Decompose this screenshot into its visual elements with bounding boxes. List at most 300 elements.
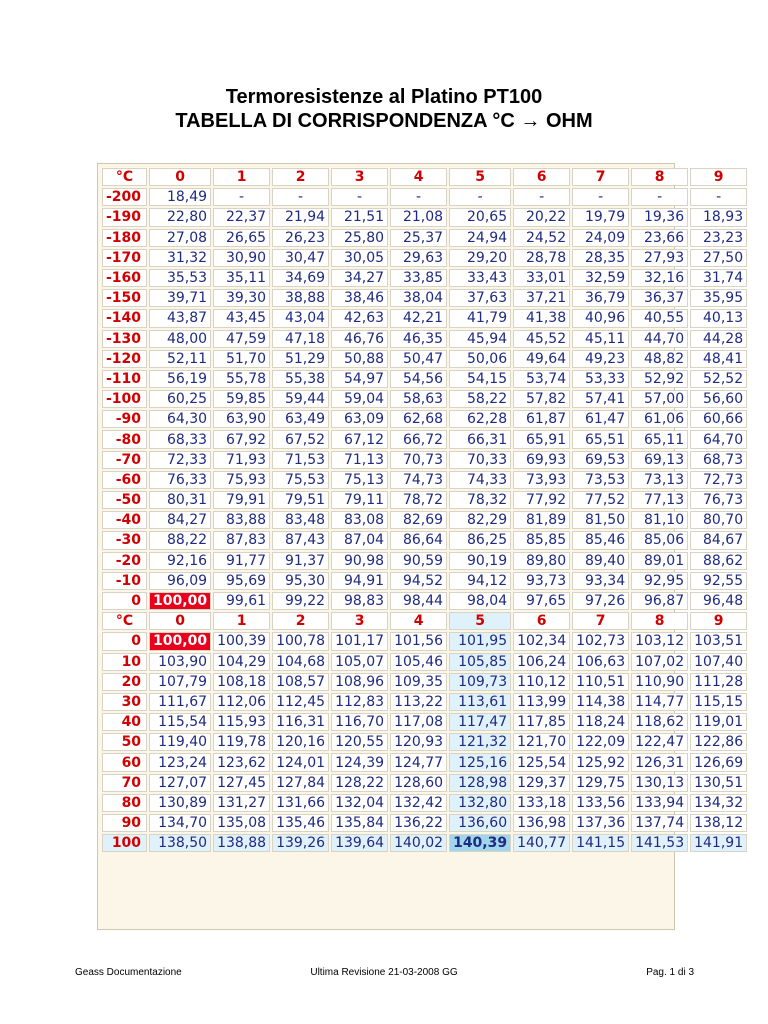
resistance-value: 69,13 [631,451,688,469]
resistance-value: 130,13 [631,774,688,792]
resistance-value: 84,27 [149,511,211,529]
resistance-value: 87,43 [272,531,329,549]
resistance-value: 118,62 [631,713,688,731]
resistance-value: 85,06 [631,531,688,549]
header-col-2: 2 [272,612,329,630]
resistance-value: 99,61 [213,592,270,610]
resistance-value: 45,94 [449,330,511,348]
header-col-6: 6 [513,168,570,186]
resistance-value: 140,39 [449,834,511,852]
table-row [102,552,747,570]
table-row [102,592,747,610]
header-col-0: 0 [149,612,211,630]
resistance-value: 75,53 [272,471,329,489]
resistance-value: 24,94 [449,229,511,247]
resistance-value: - [631,188,688,206]
resistance-value: 138,50 [149,834,211,852]
resistance-value: 119,01 [690,713,747,731]
row-temperature: 10 [102,653,147,671]
table-row [102,834,747,852]
resistance-value: 128,98 [449,774,511,792]
resistance-value: 114,77 [631,693,688,711]
resistance-value: 134,70 [149,814,211,832]
resistance-value: 118,24 [572,713,629,731]
resistance-value: 83,48 [272,511,329,529]
resistance-value: 100,78 [272,632,329,650]
resistance-value: 40,13 [690,309,747,327]
resistance-value: 141,91 [690,834,747,852]
header-col-1: 1 [213,612,270,630]
resistance-value: 64,30 [149,410,211,428]
resistance-value: 122,47 [631,733,688,751]
resistance-value: 41,38 [513,309,570,327]
resistance-value: 132,04 [331,794,388,812]
row-temperature: 40 [102,713,147,731]
resistance-value: 126,31 [631,753,688,771]
resistance-value: 42,63 [331,309,388,327]
resistance-value: 120,55 [331,733,388,751]
resistance-value: 94,12 [449,572,511,590]
row-temperature: -20 [102,552,147,570]
resistance-value: 56,60 [690,390,747,408]
header-degree-label: °C [102,168,147,186]
resistance-value: 37,63 [449,289,511,307]
resistance-value: 101,17 [331,632,388,650]
resistance-value: 89,80 [513,552,570,570]
resistance-value: 44,70 [631,330,688,348]
resistance-value: 44,28 [690,330,747,348]
resistance-value: 102,73 [572,632,629,650]
resistance-value: 72,33 [149,451,211,469]
resistance-value: 81,50 [572,511,629,529]
resistance-value: 87,83 [213,531,270,549]
resistance-value: 90,98 [331,552,388,570]
resistance-value: 24,52 [513,229,570,247]
header-col-2: 2 [272,168,329,186]
header-row-negative [102,168,747,186]
resistance-value: 86,64 [390,531,447,549]
resistance-value: 129,37 [513,774,570,792]
resistance-value: 21,94 [272,208,329,226]
resistance-value: - [449,188,511,206]
resistance-value: 61,06 [631,410,688,428]
resistance-value: 48,82 [631,350,688,368]
resistance-value: 50,47 [390,350,447,368]
resistance-value: 30,05 [331,249,388,267]
resistance-value: 123,24 [149,753,211,771]
resistance-value: 104,29 [213,653,270,671]
resistance-value: 67,92 [213,430,270,448]
resistance-value: 119,40 [149,733,211,751]
resistance-value: 116,70 [331,713,388,731]
resistance-value: 52,52 [690,370,747,388]
resistance-value: 66,31 [449,430,511,448]
table-row [102,229,747,247]
row-temperature: -100 [102,390,147,408]
table-row [102,330,747,348]
resistance-value: 105,46 [390,653,447,671]
resistance-value: 55,38 [272,370,329,388]
resistance-value: 75,93 [213,471,270,489]
resistance-value: 126,69 [690,753,747,771]
resistance-value: 78,72 [390,491,447,509]
resistance-value: 58,22 [449,390,511,408]
resistance-value: 124,77 [390,753,447,771]
resistance-value: 68,33 [149,430,211,448]
resistance-value: 77,13 [631,491,688,509]
resistance-value: 79,11 [331,491,388,509]
row-temperature: 100 [102,834,147,852]
table-row [102,350,747,368]
resistance-value: 22,37 [213,208,270,226]
resistance-value: 54,97 [331,370,388,388]
resistance-value: 27,93 [631,249,688,267]
row-temperature: 60 [102,753,147,771]
row-temperature: -170 [102,249,147,267]
resistance-value: 62,68 [390,410,447,428]
resistance-value: 43,87 [149,309,211,327]
resistance-value: 120,93 [390,733,447,751]
table-row [102,511,747,529]
resistance-value: 107,40 [690,653,747,671]
resistance-value: 59,85 [213,390,270,408]
footer-left: Geass Documentazione [75,967,182,978]
resistance-value: 26,65 [213,229,270,247]
resistance-value: 73,53 [572,471,629,489]
resistance-value: 45,11 [572,330,629,348]
resistance-value: 29,63 [390,249,447,267]
resistance-value: 135,84 [331,814,388,832]
resistance-value: 59,04 [331,390,388,408]
resistance-value: 50,88 [331,350,388,368]
resistance-value: 40,96 [572,309,629,327]
resistance-value: 125,54 [513,753,570,771]
resistance-value: 74,33 [449,471,511,489]
resistance-value: 89,01 [631,552,688,570]
resistance-value: 100,39 [213,632,270,650]
header-col-3: 3 [331,168,388,186]
resistance-value: 61,87 [513,410,570,428]
resistance-value: 96,48 [690,592,747,610]
header-col-7: 7 [572,168,629,186]
header-col-8: 8 [631,612,688,630]
resistance-value: 22,80 [149,208,211,226]
resistance-value: 51,70 [213,350,270,368]
header-col-9: 9 [690,612,747,630]
resistance-value: 57,41 [572,390,629,408]
resistance-value: 29,20 [449,249,511,267]
row-temperature: 70 [102,774,147,792]
row-temperature: -140 [102,309,147,327]
resistance-value: 31,32 [149,249,211,267]
resistance-value: 102,34 [513,632,570,650]
resistance-value: 108,96 [331,673,388,691]
resistance-value: 103,90 [149,653,211,671]
table-row [102,753,747,771]
resistance-value: 49,23 [572,350,629,368]
resistance-value: 106,63 [572,653,629,671]
resistance-value: 49,64 [513,350,570,368]
resistance-value: 62,28 [449,410,511,428]
resistance-value: 108,18 [213,673,270,691]
document-subtitle: TABELLA DI CORRISPONDENZA °C → OHM [175,110,593,132]
resistance-value: - [513,188,570,206]
resistance-value: 25,37 [390,229,447,247]
resistance-value: 100,00 [149,632,211,650]
resistance-value: 28,35 [572,249,629,267]
row-temperature: -160 [102,269,147,287]
resistance-value: 42,21 [390,309,447,327]
resistance-value: 132,42 [390,794,447,812]
resistance-value: 92,95 [631,572,688,590]
resistance-value: 71,13 [331,451,388,469]
resistance-value: 48,00 [149,330,211,348]
resistance-value: 105,85 [449,653,511,671]
table-row [102,491,747,509]
resistance-value: 37,21 [513,289,570,307]
resistance-value: 131,27 [213,794,270,812]
resistance-value: 32,16 [631,269,688,287]
resistance-value: 128,60 [390,774,447,792]
resistance-value: 47,59 [213,330,270,348]
resistance-value: 83,88 [213,511,270,529]
resistance-value: 113,99 [513,693,570,711]
table-row [102,188,747,206]
resistance-value: 30,90 [213,249,270,267]
resistance-value: 111,28 [690,673,747,691]
resistance-value: 73,13 [631,471,688,489]
resistance-value: 116,31 [272,713,329,731]
resistance-value: 107,79 [149,673,211,691]
resistance-value: 39,71 [149,289,211,307]
resistance-value: 133,18 [513,794,570,812]
resistance-value: 98,04 [449,592,511,610]
resistance-value: 132,80 [449,794,511,812]
resistance-value: 53,33 [572,370,629,388]
resistance-value: 65,51 [572,430,629,448]
table-row [102,451,747,469]
resistance-value: 117,47 [449,713,511,731]
resistance-value: 71,93 [213,451,270,469]
resistance-value: 141,15 [572,834,629,852]
row-temperature: 80 [102,794,147,812]
resistance-value: 113,22 [390,693,447,711]
row-temperature: -190 [102,208,147,226]
table-row [102,430,747,448]
resistance-value: 138,88 [213,834,270,852]
resistance-value: 57,82 [513,390,570,408]
resistance-value: 109,35 [390,673,447,691]
resistance-value: 23,66 [631,229,688,247]
resistance-value: 139,26 [272,834,329,852]
row-temperature: -200 [102,188,147,206]
resistance-value: 99,22 [272,592,329,610]
resistance-value: 96,87 [631,592,688,610]
resistance-value: 87,04 [331,531,388,549]
resistance-value: 89,40 [572,552,629,570]
resistance-value: 90,59 [390,552,447,570]
resistance-value: 101,95 [449,632,511,650]
resistance-value: 98,44 [390,592,447,610]
header-col-9: 9 [690,168,747,186]
resistance-value: 45,52 [513,330,570,348]
header-col-8: 8 [631,168,688,186]
resistance-value: 73,93 [513,471,570,489]
resistance-value: 115,93 [213,713,270,731]
resistance-value: 90,19 [449,552,511,570]
resistance-value: 33,01 [513,269,570,287]
resistance-value: 43,45 [213,309,270,327]
resistance-value: 128,22 [331,774,388,792]
resistance-value: 34,27 [331,269,388,287]
resistance-value: 94,91 [331,572,388,590]
resistance-value: 58,63 [390,390,447,408]
resistance-value: 41,79 [449,309,511,327]
resistance-value: 33,85 [390,269,447,287]
table-row [102,572,747,590]
resistance-value: 52,92 [631,370,688,388]
resistance-value: 26,23 [272,229,329,247]
resistance-value: 91,37 [272,552,329,570]
resistance-value: 47,18 [272,330,329,348]
resistance-value: 21,08 [390,208,447,226]
resistance-value: 60,25 [149,390,211,408]
resistance-value: 125,92 [572,753,629,771]
resistance-value: 104,68 [272,653,329,671]
resistance-value: 94,52 [390,572,447,590]
resistance-value: 60,66 [690,410,747,428]
table-row [102,309,747,327]
resistance-value: 115,54 [149,713,211,731]
table-row [102,410,747,428]
resistance-value: 121,70 [513,733,570,751]
resistance-value: 46,76 [331,330,388,348]
resistance-value: 38,04 [390,289,447,307]
resistance-value: 72,73 [690,471,747,489]
resistance-value: 43,04 [272,309,329,327]
resistance-value: 75,13 [331,471,388,489]
resistance-value: 137,74 [631,814,688,832]
resistance-value: 27,50 [690,249,747,267]
resistance-value: 97,26 [572,592,629,610]
resistance-value: 77,52 [572,491,629,509]
row-temperature: -180 [102,229,147,247]
resistance-value: 125,16 [449,753,511,771]
resistance-value: - [690,188,747,206]
resistance-value: 80,31 [149,491,211,509]
table-row [102,370,747,388]
resistance-value: 84,67 [690,531,747,549]
resistance-value: 138,12 [690,814,747,832]
table-row [102,653,747,671]
resistance-value: 76,33 [149,471,211,489]
table-row [102,713,747,731]
resistance-value: 35,95 [690,289,747,307]
resistance-value: 120,16 [272,733,329,751]
resistance-value: 70,73 [390,451,447,469]
resistance-value: 67,12 [331,430,388,448]
resistance-value: 38,46 [331,289,388,307]
resistance-value: 65,11 [631,430,688,448]
row-temperature: -70 [102,451,147,469]
table-row [102,289,747,307]
row-temperature: -60 [102,471,147,489]
resistance-value: 63,49 [272,410,329,428]
resistance-value: 21,51 [331,208,388,226]
resistance-value: 135,08 [213,814,270,832]
resistance-value: 68,73 [690,451,747,469]
resistance-value: 140,02 [390,834,447,852]
footer-revision: Ultima Revisione 21-03-2008 GG [310,967,458,978]
row-temperature: -120 [102,350,147,368]
resistance-value: 23,23 [690,229,747,247]
resistance-value: 65,91 [513,430,570,448]
resistance-value: 112,45 [272,693,329,711]
resistance-value: 122,86 [690,733,747,751]
resistance-value: 98,83 [331,592,388,610]
resistance-value: 85,85 [513,531,570,549]
row-temperature: -30 [102,531,147,549]
row-temperature: -50 [102,491,147,509]
table-row [102,531,747,549]
resistance-value: 112,06 [213,693,270,711]
header-col-6: 6 [513,612,570,630]
resistance-value: 76,73 [690,491,747,509]
row-temperature: 0 [102,592,147,610]
resistance-value: 38,88 [272,289,329,307]
resistance-value: 88,62 [690,552,747,570]
resistance-value: 137,36 [572,814,629,832]
resistance-value: 95,30 [272,572,329,590]
resistance-value: 93,34 [572,572,629,590]
resistance-value: 69,53 [572,451,629,469]
row-temperature: -130 [102,330,147,348]
table-row [102,208,747,226]
resistance-value: 53,74 [513,370,570,388]
resistance-value: 50,06 [449,350,511,368]
table-row [102,794,747,812]
resistance-value: 111,67 [149,693,211,711]
resistance-value: 93,73 [513,572,570,590]
resistance-value: 130,89 [149,794,211,812]
resistance-value: 18,93 [690,208,747,226]
resistance-value: 107,02 [631,653,688,671]
resistance-value: 63,09 [331,410,388,428]
resistance-value: 18,49 [149,188,211,206]
resistance-value: 19,36 [631,208,688,226]
resistance-value: 24,09 [572,229,629,247]
resistance-value: 61,47 [572,410,629,428]
resistance-value: 80,70 [690,511,747,529]
resistance-value: 74,73 [390,471,447,489]
resistance-value: 133,94 [631,794,688,812]
resistance-value: 57,00 [631,390,688,408]
resistance-value: 81,10 [631,511,688,529]
row-temperature: -110 [102,370,147,388]
resistance-value: 110,51 [572,673,629,691]
resistance-value: 117,85 [513,713,570,731]
resistance-value: 119,78 [213,733,270,751]
header-col-5: 5 [449,168,511,186]
resistance-value: 113,61 [449,693,511,711]
resistance-value: 91,77 [213,552,270,570]
resistance-value: 20,22 [513,208,570,226]
resistance-value: 109,73 [449,673,511,691]
resistance-value: 32,59 [572,269,629,287]
resistance-value: 46,35 [390,330,447,348]
header-col-4: 4 [390,168,447,186]
resistance-value: - [331,188,388,206]
